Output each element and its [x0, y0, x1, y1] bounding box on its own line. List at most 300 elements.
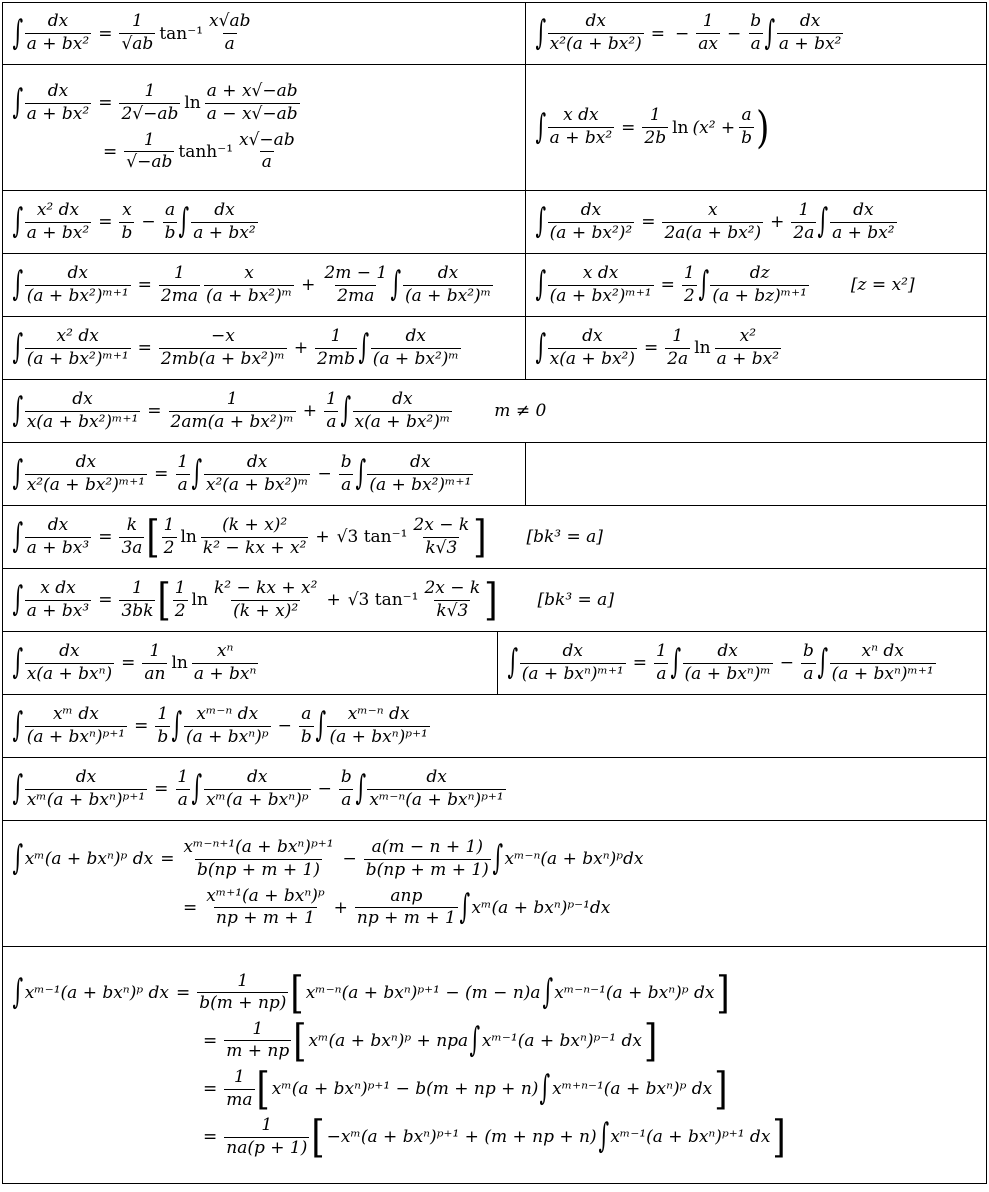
fraction-numerator: x²: [739, 325, 757, 346]
fraction: [339, 453, 354, 495]
fraction: [654, 642, 669, 684]
integral-sign: ∫: [12, 971, 24, 1012]
fraction: [201, 516, 309, 558]
math-text: tanh⁻¹: [178, 141, 234, 162]
fraction-numerator: x: [244, 262, 254, 283]
math-text: ln: [694, 338, 711, 358]
formula-line: [508, 642, 976, 684]
fraction-numerator: x dx: [582, 262, 619, 283]
fraction: [184, 705, 271, 747]
fraction: [25, 390, 141, 432]
operator: −: [141, 212, 156, 232]
integral-sign: ∫: [390, 264, 402, 304]
fraction: [364, 838, 491, 880]
fraction: [682, 264, 697, 306]
fraction-numerator: 1: [131, 11, 143, 32]
integral-sign: ∫: [817, 642, 829, 682]
fraction-numerator: dx: [410, 451, 431, 472]
fraction-denominator: b: [300, 726, 312, 747]
operator: −: [317, 779, 332, 799]
fraction-denominator: a: [177, 474, 188, 495]
operator: =: [632, 653, 647, 673]
fraction-denominator: a: [326, 411, 337, 432]
bracket: ]: [473, 511, 487, 563]
fraction: [662, 201, 763, 243]
integral-sign: ∫: [542, 971, 553, 1012]
fraction: [159, 264, 200, 306]
formula-cell: [3, 569, 986, 631]
formula-line: [13, 768, 976, 810]
fraction-numerator: dx: [59, 640, 80, 661]
fraction-numerator: b: [340, 766, 352, 787]
fraction-denominator: a: [750, 34, 761, 54]
fraction-numerator: 1: [233, 1067, 245, 1087]
fraction-numerator: 2x − k: [413, 514, 470, 535]
fraction-numerator: 1: [326, 388, 337, 409]
bracket: ]: [716, 966, 730, 1019]
fraction: [119, 82, 180, 124]
fraction: [25, 82, 91, 124]
fraction-numerator: dx: [717, 640, 738, 661]
fraction-denominator: a + bx²: [549, 128, 613, 148]
integral-sign: ∫: [12, 82, 24, 123]
integral-sign: ∫: [191, 768, 203, 808]
operator: −: [727, 23, 742, 44]
fraction-denominator: b: [741, 128, 753, 148]
fraction-numerator: b: [803, 640, 814, 661]
fraction-numerator: x: [708, 199, 718, 220]
math-text: ln: [184, 93, 201, 114]
integral-sign: ∫: [355, 768, 366, 808]
math-text: tan⁻¹: [159, 23, 204, 44]
fraction-numerator: x² dx: [36, 199, 80, 220]
formula-cell: [3, 506, 986, 568]
fraction-numerator: 1: [174, 262, 185, 283]
formula-line: [13, 82, 515, 124]
fraction: [25, 705, 127, 747]
operator: =: [160, 849, 175, 870]
formula-cell: [3, 3, 525, 64]
fraction-denominator: a + bx³: [26, 537, 90, 558]
fraction-numerator: dx: [580, 199, 602, 220]
fraction-numerator: 1: [656, 640, 667, 661]
operator: =: [154, 464, 169, 484]
fraction: [739, 106, 754, 148]
fraction-numerator: dz: [749, 262, 770, 283]
fraction: [204, 768, 311, 810]
fraction: [163, 201, 178, 243]
integral-sign: ∫: [469, 1019, 481, 1060]
fraction-denominator: 2b: [644, 128, 667, 148]
fraction-numerator: a + x√−ab: [206, 81, 298, 102]
operator: −: [342, 849, 357, 870]
fraction: [548, 327, 637, 369]
fraction-denominator: b(np + m + 1): [196, 859, 321, 880]
fraction-numerator: dx: [426, 766, 447, 787]
fraction: [204, 453, 311, 495]
fraction-denominator: k√3: [425, 537, 458, 558]
fraction: [715, 327, 781, 369]
math-text: xᵐ⁻¹(a + bxⁿ)ᵖ⁻¹ dx: [481, 1030, 642, 1051]
formula-cell: [525, 254, 986, 316]
fraction-denominator: a + bx²: [26, 34, 90, 54]
integral-sign: ∫: [12, 838, 24, 879]
fraction-numerator: xᵐ⁺¹(a + bxⁿ)ᵖ: [206, 885, 325, 906]
fraction: [25, 264, 131, 306]
bracket: ]: [643, 1014, 658, 1067]
fraction: [25, 768, 147, 810]
fraction: [801, 642, 816, 684]
fraction-denominator: 2a: [793, 222, 815, 243]
formula-cell: [3, 317, 525, 379]
fraction: [25, 453, 147, 495]
fraction: [665, 327, 690, 369]
integral-sign: ∫: [12, 201, 24, 241]
formula-line: [13, 201, 515, 243]
fraction-numerator: dx: [47, 514, 69, 535]
fraction-numerator: x dx: [40, 577, 76, 598]
table-row: [2, 254, 987, 317]
fraction-numerator: 1: [672, 325, 684, 346]
fraction-denominator: (a + bx²)ᵐ⁺¹: [26, 285, 129, 306]
formula-line: [13, 838, 976, 880]
integral-sign: ∫: [459, 886, 470, 927]
fraction: [339, 768, 354, 810]
fraction-numerator: dx: [47, 11, 69, 32]
fraction: [696, 12, 720, 54]
fraction: [25, 642, 114, 684]
formula-line: [13, 887, 976, 929]
integral-sign: ∫: [492, 838, 503, 879]
fraction-denominator: a: [341, 474, 352, 495]
operator: =: [98, 23, 113, 44]
formula-cell: [3, 947, 986, 1183]
fraction-numerator: 2m − 1: [324, 262, 388, 283]
fraction-numerator: 1: [174, 577, 186, 598]
fraction-denominator: ma: [226, 1089, 253, 1110]
fraction-denominator: 2ma: [337, 285, 375, 306]
fraction-denominator: (a + bxⁿ)ᵖ⁺¹: [329, 726, 428, 747]
condition-note: [bk³ = a]: [537, 590, 614, 610]
fraction: [191, 201, 257, 243]
operator: =: [98, 212, 113, 232]
fraction-denominator: b(np + m + 1): [365, 859, 489, 880]
integral-sign: ∫: [598, 1116, 609, 1157]
integral-sign: ∫: [12, 327, 24, 367]
fraction-numerator: dx: [75, 451, 97, 472]
fraction-denominator: ax: [698, 34, 719, 54]
fraction-numerator: dx: [247, 766, 268, 787]
fraction-denominator: xᵐ(a + bxⁿ)ᵖ⁺¹: [26, 789, 146, 810]
formula-cell: [3, 443, 525, 505]
fraction-denominator: (a + bx²)ᵐ: [372, 348, 459, 369]
fraction-denominator: 2a: [667, 348, 689, 369]
fraction-denominator: x(a + bx²)ᵐ⁺¹: [26, 411, 139, 432]
table-row: [2, 2, 987, 65]
math-text: −xᵐ(a + bxⁿ)ᵖ⁺¹ + (m + np + n): [326, 1127, 597, 1148]
fraction-denominator: a + bx²: [26, 222, 90, 243]
integral-sign: ∫: [315, 705, 326, 745]
fraction: [371, 327, 461, 369]
math-text: xᵐ(a + bxⁿ)ᵖ⁺¹ − b(m + np + n): [271, 1079, 539, 1100]
bracket: ]: [714, 1063, 728, 1116]
operator: =: [137, 275, 152, 295]
math-text: √3 tan⁻¹: [336, 527, 408, 547]
integral-sign: ∫: [535, 264, 547, 304]
fraction: [791, 201, 816, 243]
fraction: [175, 768, 190, 810]
bracket: [: [311, 1111, 325, 1164]
fraction: [119, 516, 144, 558]
integral-sign: ∫: [817, 201, 829, 241]
fraction-denominator: a: [224, 34, 235, 54]
fraction-denominator: b: [121, 222, 133, 243]
fraction-denominator: np + m + 1: [356, 908, 456, 929]
formula-cell: [525, 317, 986, 379]
operator: −: [317, 464, 332, 484]
fraction: [748, 12, 763, 54]
fraction: [830, 642, 936, 684]
operator: =: [643, 338, 659, 358]
integral-sign: ∫: [698, 264, 709, 304]
fraction-numerator: 1: [683, 262, 695, 283]
fraction-numerator: 1: [149, 640, 161, 661]
fraction: [224, 1068, 254, 1110]
fraction: [710, 264, 809, 306]
formula-line: [13, 327, 515, 369]
formula-line: [13, 131, 515, 173]
math-text: xᵐ(a + bxⁿ)ᵖ dx: [24, 849, 154, 870]
fraction: [520, 642, 626, 684]
fraction: [25, 201, 91, 243]
fraction-numerator: dx: [585, 11, 606, 32]
formula-cell: [525, 3, 986, 64]
integral-sign: ∫: [12, 264, 24, 304]
math-text: (x² +: [692, 117, 736, 138]
formula-line: [536, 12, 976, 54]
table-row: [2, 65, 987, 191]
formula-line: [12, 574, 976, 626]
fraction-numerator: 1: [649, 105, 661, 126]
integral-sign: ∫: [340, 390, 352, 430]
fraction-denominator: (a + bxⁿ)ᵖ⁺¹: [26, 726, 126, 747]
integral-sign: ∫: [12, 768, 24, 808]
fraction-numerator: x: [122, 199, 132, 220]
fraction-denominator: 2√−ab: [121, 103, 179, 124]
fraction-numerator: anp: [390, 885, 423, 906]
fraction-denominator: a + bx²: [832, 222, 895, 243]
fraction-denominator: 2: [174, 600, 186, 621]
fraction-denominator: b: [164, 222, 176, 243]
fraction-denominator: (a + bxⁿ)ᵖ: [185, 726, 269, 747]
formula-line: [535, 101, 976, 154]
fraction-numerator: 1: [157, 703, 169, 724]
fraction-numerator: −x: [210, 325, 235, 346]
fraction-numerator: 1: [144, 81, 156, 102]
formula-line: [13, 1111, 976, 1164]
fraction: [124, 131, 174, 173]
table-row: [2, 569, 987, 632]
fraction-denominator: (a + bxⁿ)ᵐ⁺¹: [831, 663, 934, 684]
fraction-denominator: a + bx²: [778, 34, 842, 54]
fraction-denominator: xᵐ(a + bxⁿ)ᵖ: [205, 789, 309, 810]
fraction-numerator: k² − kx + x²: [213, 577, 318, 598]
fraction-denominator: a + bxⁿ: [193, 663, 257, 684]
integral-sign: ∫: [12, 390, 24, 430]
formula-line: [12, 511, 976, 563]
math-text: xᵐ⁻¹(a + bxⁿ)ᵖ⁺¹ dx: [610, 1127, 771, 1148]
fraction-numerator: a(m − n + 1): [371, 837, 483, 858]
fraction-denominator: 3a: [121, 537, 143, 558]
integral-sign: ∫: [179, 201, 190, 241]
operator: −: [779, 653, 795, 673]
operator: +: [770, 212, 785, 232]
fraction: [25, 12, 91, 54]
fraction-numerator: xⁿ dx: [861, 640, 904, 661]
fraction: [355, 887, 458, 929]
table-row: [2, 443, 987, 506]
fraction-numerator: 2x − k: [424, 577, 481, 598]
fraction-numerator: x dx: [563, 105, 599, 126]
bracket: ]: [484, 574, 498, 626]
fraction-numerator: 1: [330, 325, 342, 346]
fraction: [169, 390, 296, 432]
fraction-denominator: (a + bx²)ᵐ: [404, 285, 492, 306]
operator: =: [98, 590, 113, 610]
fraction-numerator: 1: [132, 577, 143, 598]
operator: +: [326, 590, 341, 610]
fraction: [119, 201, 134, 243]
bracket: ): [756, 101, 770, 154]
fraction-denominator: m + np: [226, 1041, 290, 1062]
fraction: [155, 705, 170, 747]
fraction: [322, 264, 389, 306]
fraction-denominator: (a + bx²)ᵐ⁺¹: [369, 474, 472, 495]
fraction-denominator: a + bx³: [26, 600, 90, 621]
fraction: [175, 453, 190, 495]
formula-line: [13, 12, 515, 54]
fraction: [119, 12, 155, 54]
math-text: xᵐ⁺ⁿ⁻¹(a + bxⁿ)ᵖ dx: [552, 1079, 713, 1100]
fraction-denominator: x²(a + bx²)ᵐ⁺¹: [26, 474, 146, 495]
fraction: [142, 642, 167, 684]
fraction-numerator: dx: [582, 325, 603, 346]
fraction: [212, 579, 320, 621]
formula-cell: [525, 191, 986, 253]
fraction: [205, 82, 300, 124]
fraction-numerator: 1: [143, 129, 155, 150]
fraction-denominator: a: [803, 663, 814, 684]
formula-line: [13, 642, 487, 684]
math-text: ln: [191, 590, 208, 610]
fraction-denominator: (a + bxⁿ)ᵐ⁺¹: [521, 663, 624, 684]
fraction-numerator: dx: [392, 388, 413, 409]
integral-sign: ∫: [507, 642, 519, 682]
fraction-denominator: a + bx²: [716, 348, 780, 369]
fraction: [119, 579, 155, 621]
fraction-denominator: (a + bx²)ᵐ⁺¹: [549, 285, 652, 306]
fraction: [159, 327, 287, 369]
bracket: ]: [772, 1111, 786, 1164]
operator: =: [147, 401, 162, 421]
math-text: ln: [171, 653, 188, 673]
formula-cell: [3, 632, 497, 694]
fraction-denominator: 2mb(a + bx²)ᵐ: [160, 348, 285, 369]
fraction-denominator: a − x√−ab: [206, 103, 298, 124]
fraction: [204, 887, 326, 929]
operator: =: [176, 982, 191, 1003]
math-text: xᵐ⁻ⁿ(a + bxⁿ)ᵖdx: [504, 849, 644, 870]
fraction: [548, 12, 644, 54]
integral-sign: ∫: [358, 327, 370, 367]
fraction-denominator: b: [157, 726, 169, 747]
operator: −: [277, 716, 292, 736]
bracket: [: [157, 574, 171, 626]
fraction: [192, 642, 259, 684]
fraction-numerator: x√−ab: [239, 129, 295, 150]
fraction-numerator: dx: [72, 388, 93, 409]
fraction-numerator: xᵐ⁻ⁿ dx: [347, 703, 410, 724]
fraction-numerator: xᵐ⁻ⁿ dx: [196, 703, 259, 724]
operator: =: [98, 527, 113, 547]
fraction-numerator: 1: [177, 451, 189, 472]
fraction-numerator: dx: [853, 199, 874, 220]
formula-line: [536, 201, 976, 243]
integral-sign: ∫: [535, 12, 547, 53]
formula-cell: [525, 443, 986, 505]
fraction-numerator: 1: [702, 11, 714, 32]
fraction-denominator: xᵐ⁻ⁿ(a + bxⁿ)ᵖ⁺¹: [369, 789, 504, 810]
integral-sign: ∫: [535, 327, 547, 367]
table-row: [2, 506, 987, 569]
formula-cell: [3, 65, 525, 190]
fraction-numerator: dx: [437, 262, 459, 283]
fraction: [367, 768, 505, 810]
math-text: √3 tan⁻¹: [347, 590, 419, 610]
fraction-numerator: x² dx: [56, 325, 99, 346]
fraction-denominator: (a + bxⁿ)ᵐ: [684, 663, 771, 684]
math-text: xᵐ(a + bxⁿ)ᵖ⁻¹dx: [471, 897, 611, 918]
integral-table: [2, 2, 987, 1184]
fraction-numerator: xᵐ dx: [52, 703, 99, 724]
fraction-numerator: 1: [261, 1115, 273, 1136]
fraction-numerator: 1: [237, 970, 249, 991]
fraction-numerator: b: [340, 451, 352, 472]
fraction: [327, 705, 429, 747]
integral-sign: ∫: [191, 453, 203, 493]
fraction-denominator: a + bx²: [193, 222, 256, 243]
fraction-denominator: 3bk: [121, 600, 154, 621]
table-row: [2, 380, 987, 443]
fraction: [237, 131, 297, 173]
integral-sign: ∫: [12, 453, 24, 493]
operator: =: [183, 897, 198, 918]
formula-line: [13, 390, 976, 432]
fraction-denominator: (k + x)²: [233, 600, 299, 621]
formula-cell: [3, 821, 986, 946]
formula-cell: [525, 65, 986, 190]
fraction: [411, 516, 471, 558]
formula-line: [13, 705, 976, 747]
fraction: [830, 201, 896, 243]
integral-sign: ∫: [171, 705, 183, 745]
fraction: [324, 390, 339, 432]
fraction-numerator: (k + x)²: [222, 514, 288, 535]
fraction-numerator: a: [164, 199, 176, 220]
fraction-denominator: (a + bx²)ᵐ⁺¹: [26, 348, 129, 369]
fraction-denominator: x²(a + bx²)ᵐ: [205, 474, 309, 495]
fraction-denominator: (a + bx²)²: [549, 222, 633, 243]
